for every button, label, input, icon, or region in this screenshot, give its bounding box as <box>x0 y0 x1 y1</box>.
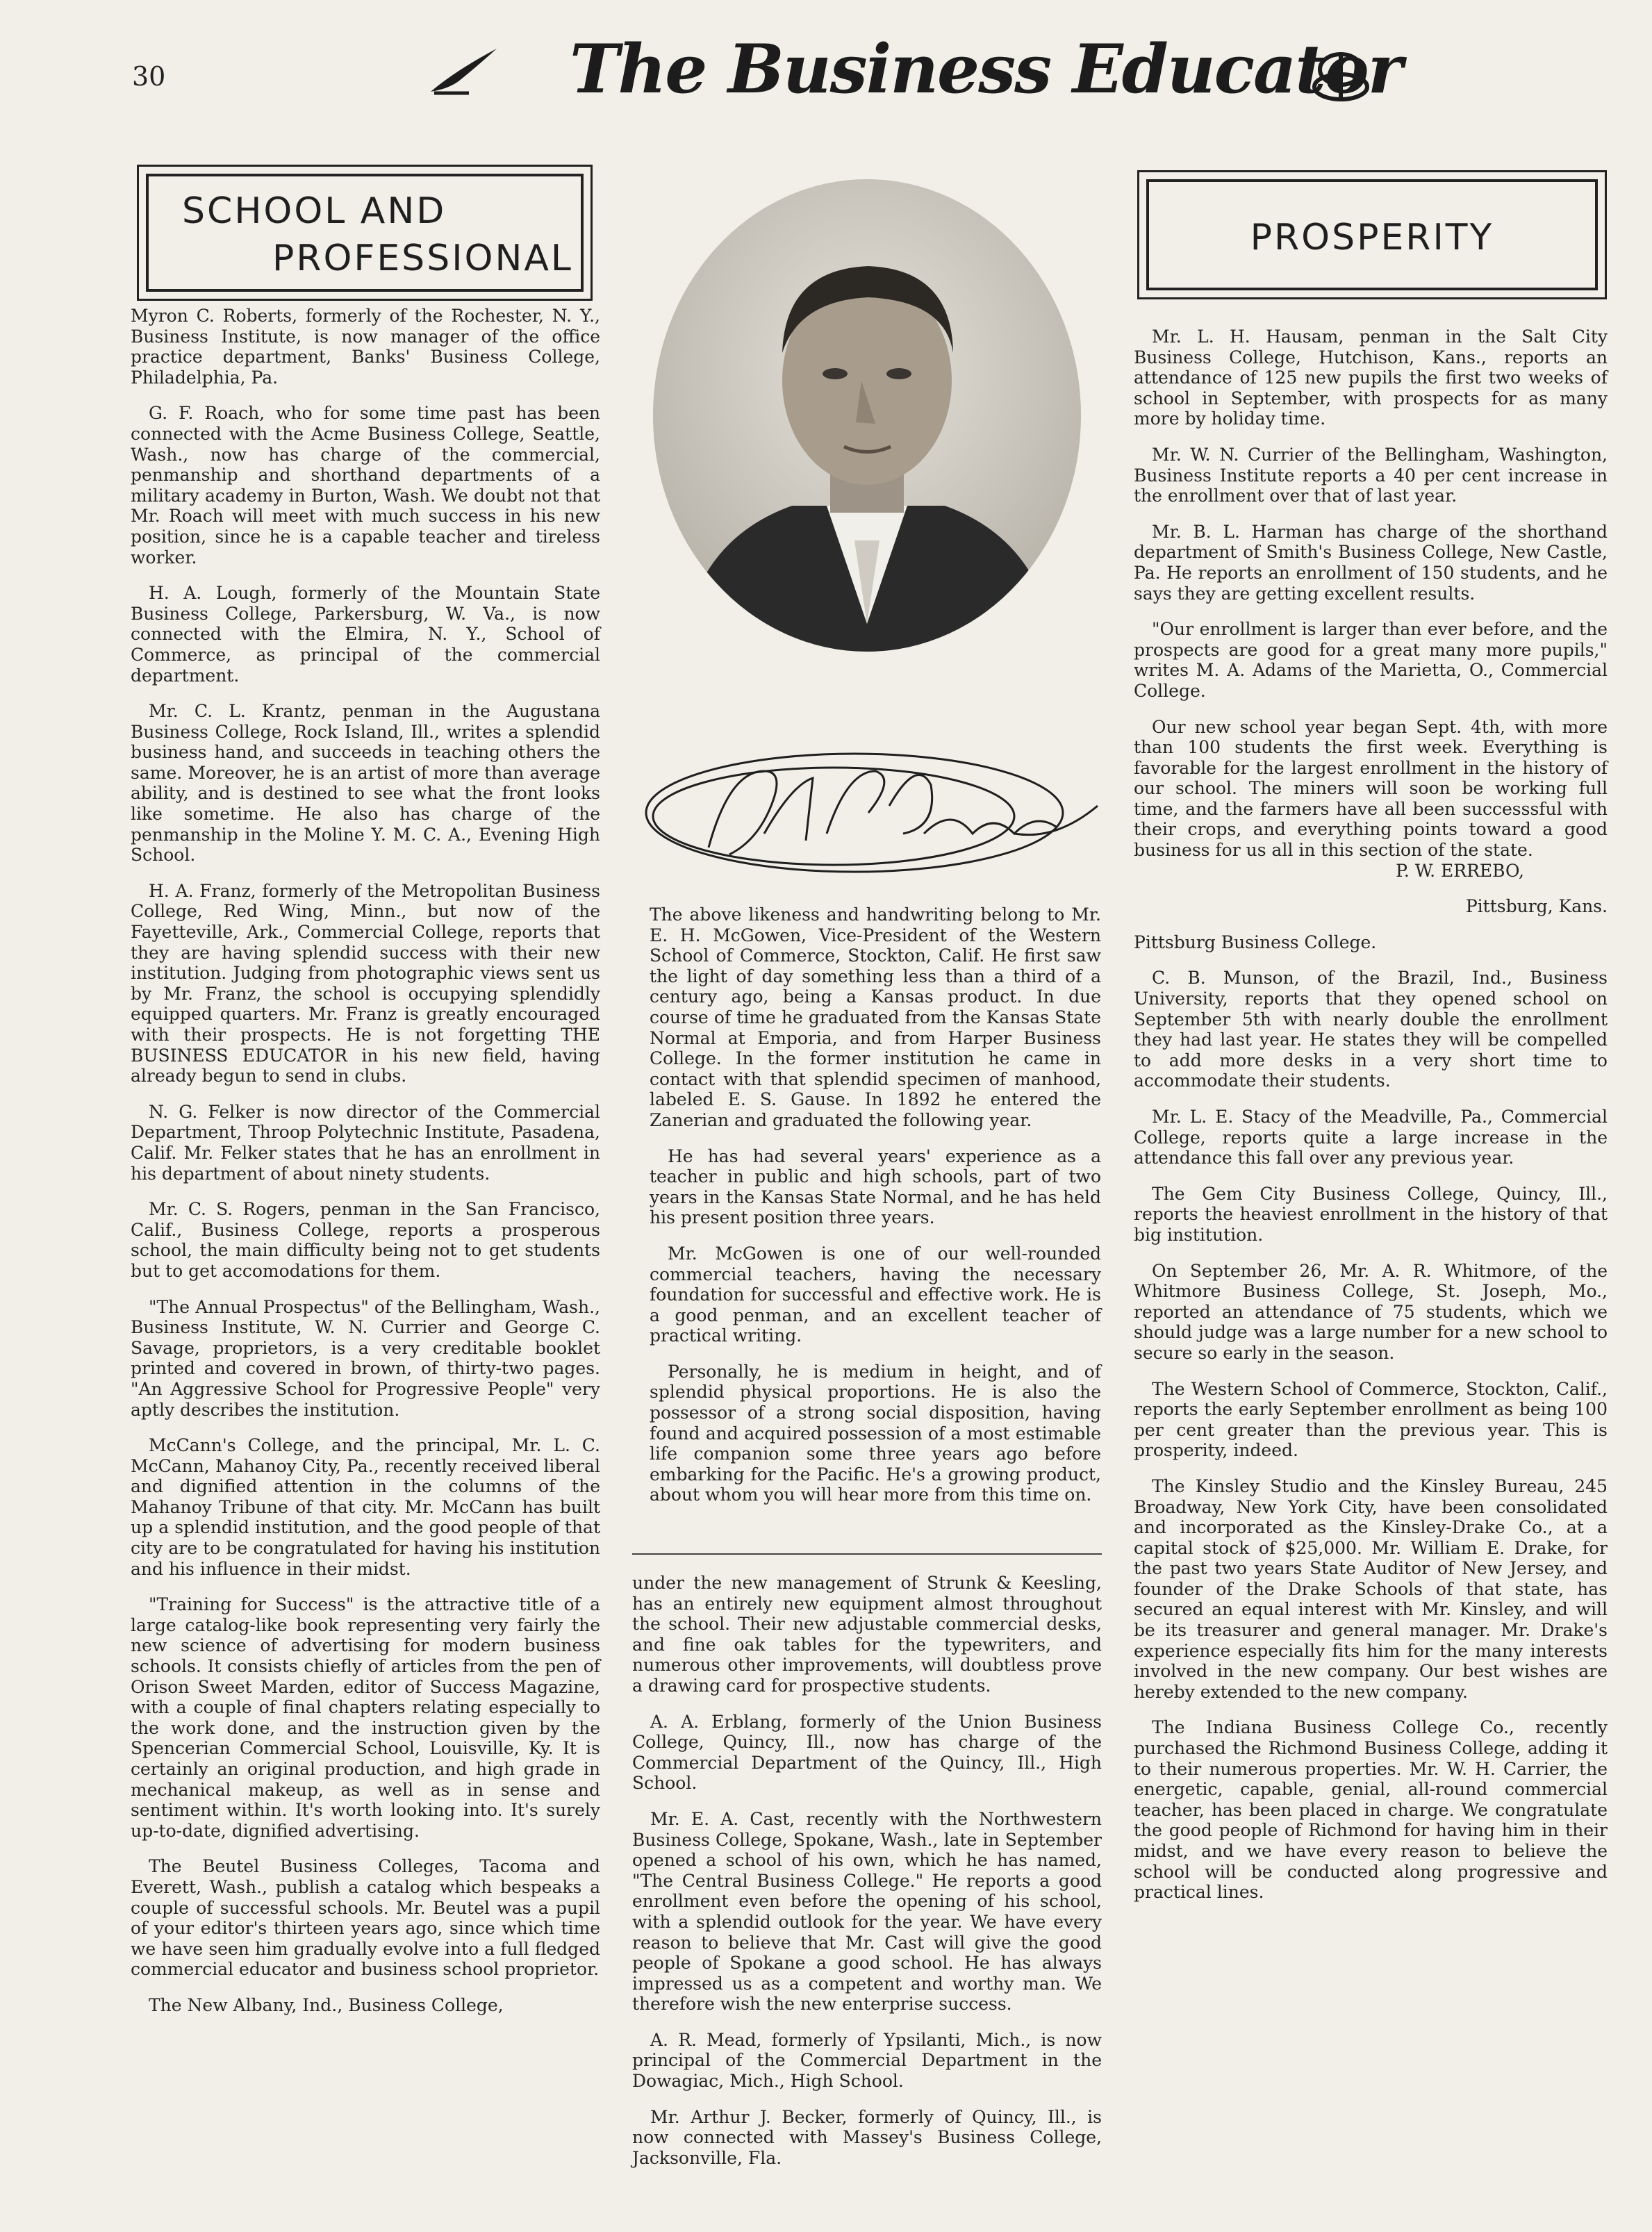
prosperity-column <box>1134 326 1608 1918</box>
news-item: Mr. C. S. Rogers, penman in the San Francisco, Calif., Business College, reports a prosperous school, the main difficulty being not to get students but to get accomodations for them. <box>131 1199 600 1281</box>
heading-text: PROSPERITY <box>1250 217 1494 258</box>
portrait-biography <box>650 904 1101 1521</box>
heading-line-2: PROFESSIONAL <box>272 238 573 279</box>
signature-school: Pittsburg Business College. <box>1134 932 1377 952</box>
news-item: The Kinsley Studio and the Kinsley Bureau, 245 Broadway, New York City, have been consolidated and incorporated as the Kinsley-Drake Co., at a capital stock of $25,000. Mr. William E. Drake, for the past two years State Auditor of New Jersey, and founder of the Drake Schools of that state, has secured an equal interest with Mr. Kinsley, and will be its treasurer and general manager. Mr. Drake's experience especially fits him for the many interests involved in the new company. Our best wishes are hereby extended to the new company. <box>1134 1475 1608 1702</box>
handwritten-signature <box>625 729 1112 903</box>
masthead-emblem-icon <box>1306 49 1376 104</box>
news-item: McCann's College, and the principal, Mr. L. C. McCann, Mahanoy City, Pa., recently received liberal and dignified attention in the columns of the Mahanoy Tribune of that city. Mr. McCann has built up a splendid institution, and the good people of that city are to be congratulated for having his institution and his influence in their midst. <box>131 1435 600 1579</box>
portrait-photo <box>653 179 1081 652</box>
prosperity-heading <box>1146 179 1598 290</box>
news-item: "Training for Success" is the attractive title of a large catalog-like book representing very fairly the new science of advertising for modern business schools. It consists chiefly of articles from the pen of Orison Sweet Marden, editor of Success Magazine, with a couple of final chapters relating especially to the work done, and the instruction given by the Spencerian Commercial School, Louisville, Ky. It is certainly an original production, and high grade in mechanical makeup, as well as in sense and sentiment within. It's worth looking into. It's surely up-to-date, dignified advertising. <box>131 1594 600 1841</box>
bio-paragraph: Personally, he is medium in height, and of splendid physical proportions. He is also the possessor of a strong social disposition, having found and acquired possession of a most estimable life companion some three years ago before embarking for the Pacific. He's a growing product, about whom you will hear more from this time on. <box>650 1361 1101 1505</box>
bio-paragraph: The above likeness and handwriting belong to Mr. E. H. McGowen, Vice-President of the Western School of Commerce, Stockton, Calif. He first saw the light of day something less than a third of a century ago, being a Kansas product. In due course of time he graduated from the Kansas State Normal at Emporia, and from Harper Business College. In the former institution he came in contact with that splendid specimen of manhood, labeled E. S. Gause. In 1892 he entered the Zanerian and graduated the following year. <box>650 904 1101 1130</box>
news-item: H. A. Franz, formerly of the Metropolitan Business College, Red Wing, Minn., but now of the Fayetteville, Ark., Commercial College, reports that they are having splendid success with their new institution. Judging from photographic views sent us by Mr. Franz, the school is occupying splendidly equipped quarters. Mr. Franz is greatly encouraged with their prospects. He is not forgetting THE BUSINESS EDUCATOR in his new field, having already begun to send in clubs. <box>131 880 600 1086</box>
school-and-professional-continued <box>632 1573 1102 2183</box>
school-and-professional-column <box>131 306 600 2031</box>
news-item: "Our enrollment is larger than ever before, and the prospects are good for a great many more pupils," writes M. A. Adams of the Marietta, O., Commercial College. <box>1134 619 1608 701</box>
news-item: Mr. E. A. Cast, recently with the Northwestern Business College, Spokane, Wash., late in September opened a school of his own, which he has named, "The Central Business College." He reports a good enrollment even before the opening of his school, with a splendid outlook for the year. We have every reason to believe that Mr. Cast will give the good people of Spokane a good school. He has always impressed us as a competent and worthy man. We therefore wish the new enterprise success. <box>632 1808 1102 2015</box>
news-item: A. R. Mead, formerly of Ypsilanti, Mich., is now principal of the Commercial Department in the Dowagiac, Mich., High School. <box>632 2029 1102 2092</box>
page-number: 30 <box>132 61 166 92</box>
news-item: Mr. W. N. Currier of the Bellingham, Washington, Business Institute reports a 40 per cent increase in the enrollment over that of last year. <box>1134 444 1608 506</box>
news-item: The Beutel Business Colleges, Tacoma and Everett, Wash., publish a catalog which bespeaks a couple of successful schools. Mr. Beutel was a pupil of your editor's thirteen years ago, since which time we have seen him gradually evolve into a full fledged commercial educator and business school proprietor. <box>131 1856 600 1980</box>
column-divider <box>632 1553 1102 1555</box>
news-item: Mr. C. L. Krantz, penman in the Augustana Business College, Rock Island, Ill., writes a splendid business hand, and succeeds in teaching others the same. Moreover, he is an artist of more than average ability, and is destined to see what the front looks like sometime. He also has charge of the penmanship in the Moline Y. M. C. A., Evening High School. <box>131 701 600 866</box>
news-item: The New Albany, Ind., Business College, <box>149 1994 504 2015</box>
heading-line-1: SCHOOL AND <box>182 190 447 232</box>
bio-paragraph: Mr. McGowen is one of our well-rounded commercial teachers, having the necessary foundation for successful and effective work. He is a good penman, and an excellent teacher of practical writing. <box>650 1243 1101 1346</box>
news-item: On September 26, Mr. A. R. Whitmore, of the Whitmore Business College, St. Joseph, Mo., reported an attendance of 75 students, which we should judge was a large number for a new school to secure so early in the season. <box>1134 1260 1608 1363</box>
news-item: The Western School of Commerce, Stockton, Calif., reports the early September enrollment as being 100 per cent greater than the previous year. This is prosperity, indeed. <box>1134 1378 1608 1461</box>
news-item: Myron C. Roberts, formerly of the Rochester, N. Y., Business Institute, is now manager of the office practice department, Banks' Business College, Philadelphia, Pa. <box>131 306 600 388</box>
news-item: Mr. B. L. Harman has charge of the shorthand department of Smith's Business College, New Castle, Pa. He reports an enrollment of 150 students, and he says they are getting excellent results. <box>1134 521 1608 604</box>
news-item: The Gem City Business College, Quincy, Ill., reports the heaviest enrollment in the history of that big institution. <box>1134 1183 1608 1245</box>
news-item: The Indiana Business College Co., recently purchased the Richmond Business College, adding it to their numerous properties. Mr. W. H. Carrier, the energetic, capable, genial, all-round commercial teacher, has been placed in charge. We congratulate the good people of Richmond for having him in their midst, and we have every reason to believe the school will be conducted along progressive and practical lines. <box>1134 1717 1608 1903</box>
news-item: "The Annual Prospectus" of the Bellingham, Wash., Business Institute, W. N. Currier and George C. Savage, proprietors, is a very creditable booklet printed and covered in brown, of thirty-two pages. "An Aggressive School for Progressive People" very aptly describes the institution. <box>131 1296 600 1420</box>
news-item: Our new school year began Sept. 4th, with more than 100 students the first week. Everything is favorable for the largest enrollment in the history of our school. The miners will soon be working full time, and the farmers have all been successsful with their crops, and everything points toward a good business for us all in this section of the state. <box>1134 716 1608 861</box>
news-item: H. A. Lough, formerly of the Mountain State Business College, Parkersburg, W. Va., is now connected with the Elmira, N. Y., School of Commerce, as principal of the commercial department. <box>131 583 600 686</box>
quill-pen-icon <box>427 43 504 99</box>
bio-paragraph: He has had several years' experience as a teacher in public and high schools, part of two years in the Kansas State Normal, and he has held his present position three years. <box>650 1146 1101 1228</box>
news-item: N. G. Felker is now director of the Commercial Department, Throop Polytechnic Institute, Pasadena, Calif. Mr. Felker states that he has an enrollment in his department of about ninety students. <box>131 1101 600 1184</box>
news-item: C. B. Munson, of the Brazil, Ind., Business University, reports that they opened school on September 5th with nearly double the enrollment they had last year. He states they will be compelled to add more desks in a very short time to accommodate their students. <box>1134 968 1608 1091</box>
news-item: G. F. Roach, who for some time past has been connected with the Acme Business College, Seattle, Wash., now has charge of the commercial, penmanship and shorthand departments of a military academy in Burton, Wash. We doubt not that Mr. Roach will meet with much success in his new position, since he is a capable teacher and tireless worker. <box>131 403 600 568</box>
news-item: Mr. Arthur J. Becker, formerly of Quincy, Ill., is now connected with Massey's Business College, Jacksonville, Fla. <box>632 2106 1102 2168</box>
masthead-title: The Business Educator <box>570 30 1402 108</box>
news-item: Mr. L. H. Hausam, penman in the Salt City Business College, Hutchison, Kans., reports an attendance of 125 new pupils the first two weeks of school in September, with prospects for as many more by holiday time. <box>1134 326 1608 429</box>
school-and-professional-heading <box>146 174 584 292</box>
news-item: Mr. L. E. Stacy of the Meadville, Pa., Commercial College, reports quite a large increase in the attendance this fall over any previous year. <box>1134 1107 1608 1168</box>
signature-name: P. W. ERREBO, <box>1396 860 1524 881</box>
signature-place: Pittsburg, Kans. <box>1465 896 1608 917</box>
news-item: under the new management of Strunk & Keesling, has an entirely new equipment almost throughout the school. Their new adjustable commercial desks, and fine oak tables for the typewriters, and numerous other improvements, will doubtless prove a drawing card for prospective students. <box>632 1573 1102 1696</box>
news-item: A. A. Erblang, formerly of the Union Business College, Quincy, Ill., now has charge of the Commercial Department of the Quincy, Ill., High School. <box>632 1711 1102 1794</box>
